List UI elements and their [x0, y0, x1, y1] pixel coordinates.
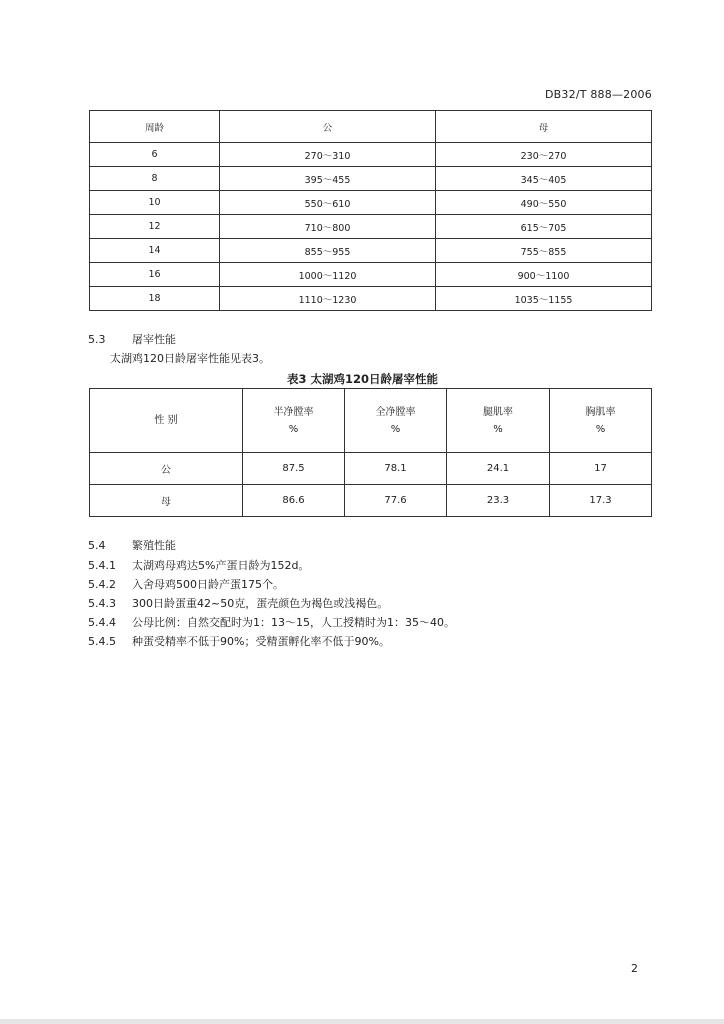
female-weight-cell: 755～855 — [436, 239, 652, 263]
section-title: 繁殖性能 — [132, 539, 176, 552]
header-unit: % — [595, 423, 606, 435]
table-row — [90, 485, 652, 517]
week-age-cell: 14 — [90, 239, 220, 263]
header-label: 半净膛率 — [273, 406, 314, 418]
male-weight-cell: 1000～1120 — [220, 263, 436, 287]
header-sex — [90, 389, 243, 453]
item-number: 5.4.4 — [88, 616, 116, 629]
week-age-cell: 12 — [90, 215, 220, 239]
table-row — [90, 191, 652, 215]
item-number: 5.4.5 — [88, 635, 116, 648]
table-header-row — [90, 111, 652, 143]
female-weight-cell: 230～270 — [436, 143, 652, 167]
male-weight-cell: 270～310 — [220, 143, 436, 167]
weight-by-age-table — [89, 110, 652, 311]
week-age-cell: 18 — [90, 287, 220, 311]
female-weight-cell: 615～705 — [436, 215, 652, 239]
header-half-eviscerated-rate — [243, 389, 345, 453]
male-weight-cell: 710～800 — [220, 215, 436, 239]
sex-cell: 母 — [90, 485, 243, 517]
male-weight-cell: 550～610 — [220, 191, 436, 215]
header-unit: % — [390, 423, 401, 435]
list-item — [88, 557, 309, 573]
header-breast-muscle-rate — [550, 389, 652, 453]
value-cell: 17.3 — [550, 485, 652, 517]
header-label: 全净膛率 — [375, 406, 416, 418]
value-cell: 78.1 — [345, 453, 447, 485]
table-row — [90, 239, 652, 263]
male-weight-cell: 1110～1230 — [220, 287, 436, 311]
item-number: 5.4.3 — [88, 597, 116, 610]
sex-cell: 公 — [90, 453, 243, 485]
female-weight-cell: 900～1100 — [436, 263, 652, 287]
page-number: 2 — [631, 962, 638, 975]
item-text: 入舍母鸡500日龄产蛋175个。 — [132, 578, 284, 591]
list-item — [88, 633, 390, 649]
value-cell: 86.6 — [243, 485, 345, 517]
section-5-3-heading — [88, 331, 176, 347]
section-number: 5.4 — [88, 539, 106, 552]
item-text: 公母比例：自然交配时为1：13～15，人工授精时为1：35～40。 — [132, 616, 455, 629]
item-number: 5.4.1 — [88, 559, 116, 572]
value-cell: 17 — [550, 453, 652, 485]
table-row — [90, 287, 652, 311]
header-sex-label: 性 别 — [154, 415, 178, 426]
table-3-caption: 表3 太湖鸡120日龄屠宰性能 — [287, 372, 439, 386]
section-number: 5.3 — [88, 333, 106, 346]
slaughter-performance-table — [89, 388, 652, 517]
table-row — [90, 215, 652, 239]
page-bottom-edge — [0, 1019, 724, 1024]
female-weight-cell: 345～405 — [436, 167, 652, 191]
table-row — [90, 453, 652, 485]
header-female: 母 — [436, 111, 652, 143]
list-item — [88, 614, 455, 630]
male-weight-cell: 395～455 — [220, 167, 436, 191]
list-item — [88, 576, 284, 592]
header-week-age: 周龄 — [90, 111, 220, 143]
item-text: 种蛋受精率不低于90%；受精蛋孵化率不低于90%。 — [132, 635, 390, 648]
female-weight-cell: 490～550 — [436, 191, 652, 215]
header-label: 胸肌率 — [585, 406, 616, 418]
item-text: 太湖鸡母鸡达5%产蛋日龄为152d。 — [132, 559, 310, 572]
table-row — [90, 143, 652, 167]
header-unit: % — [288, 423, 299, 435]
document-code: DB32/T 888—2006 — [545, 88, 652, 101]
header-unit: % — [493, 423, 503, 435]
table-row — [90, 167, 652, 191]
header-male: 公 — [220, 111, 436, 143]
male-weight-cell: 855～955 — [220, 239, 436, 263]
header-leg-muscle-rate — [447, 389, 550, 453]
section-5-3-body: 太湖鸡120日龄屠宰性能见表3。 — [110, 352, 270, 365]
week-age-cell: 16 — [90, 263, 220, 287]
table-header-row — [90, 389, 652, 453]
value-cell: 23.3 — [447, 485, 550, 517]
value-cell: 24.1 — [447, 453, 550, 485]
section-5-4-heading — [88, 537, 176, 553]
table-row — [90, 263, 652, 287]
week-age-cell: 8 — [90, 167, 220, 191]
value-cell: 77.6 — [345, 485, 447, 517]
item-number: 5.4.2 — [88, 578, 116, 591]
header-label: 腿肌率 — [483, 406, 513, 418]
header-full-eviscerated-rate — [345, 389, 447, 453]
list-item — [88, 595, 388, 611]
week-age-cell: 6 — [90, 143, 220, 167]
female-weight-cell: 1035～1155 — [436, 287, 652, 311]
value-cell: 87.5 — [243, 453, 345, 485]
week-age-cell: 10 — [90, 191, 220, 215]
item-text: 300日龄蛋重42~50克，蛋壳颜色为褐色或浅褐色。 — [132, 597, 389, 610]
section-title: 屠宰性能 — [132, 333, 176, 346]
